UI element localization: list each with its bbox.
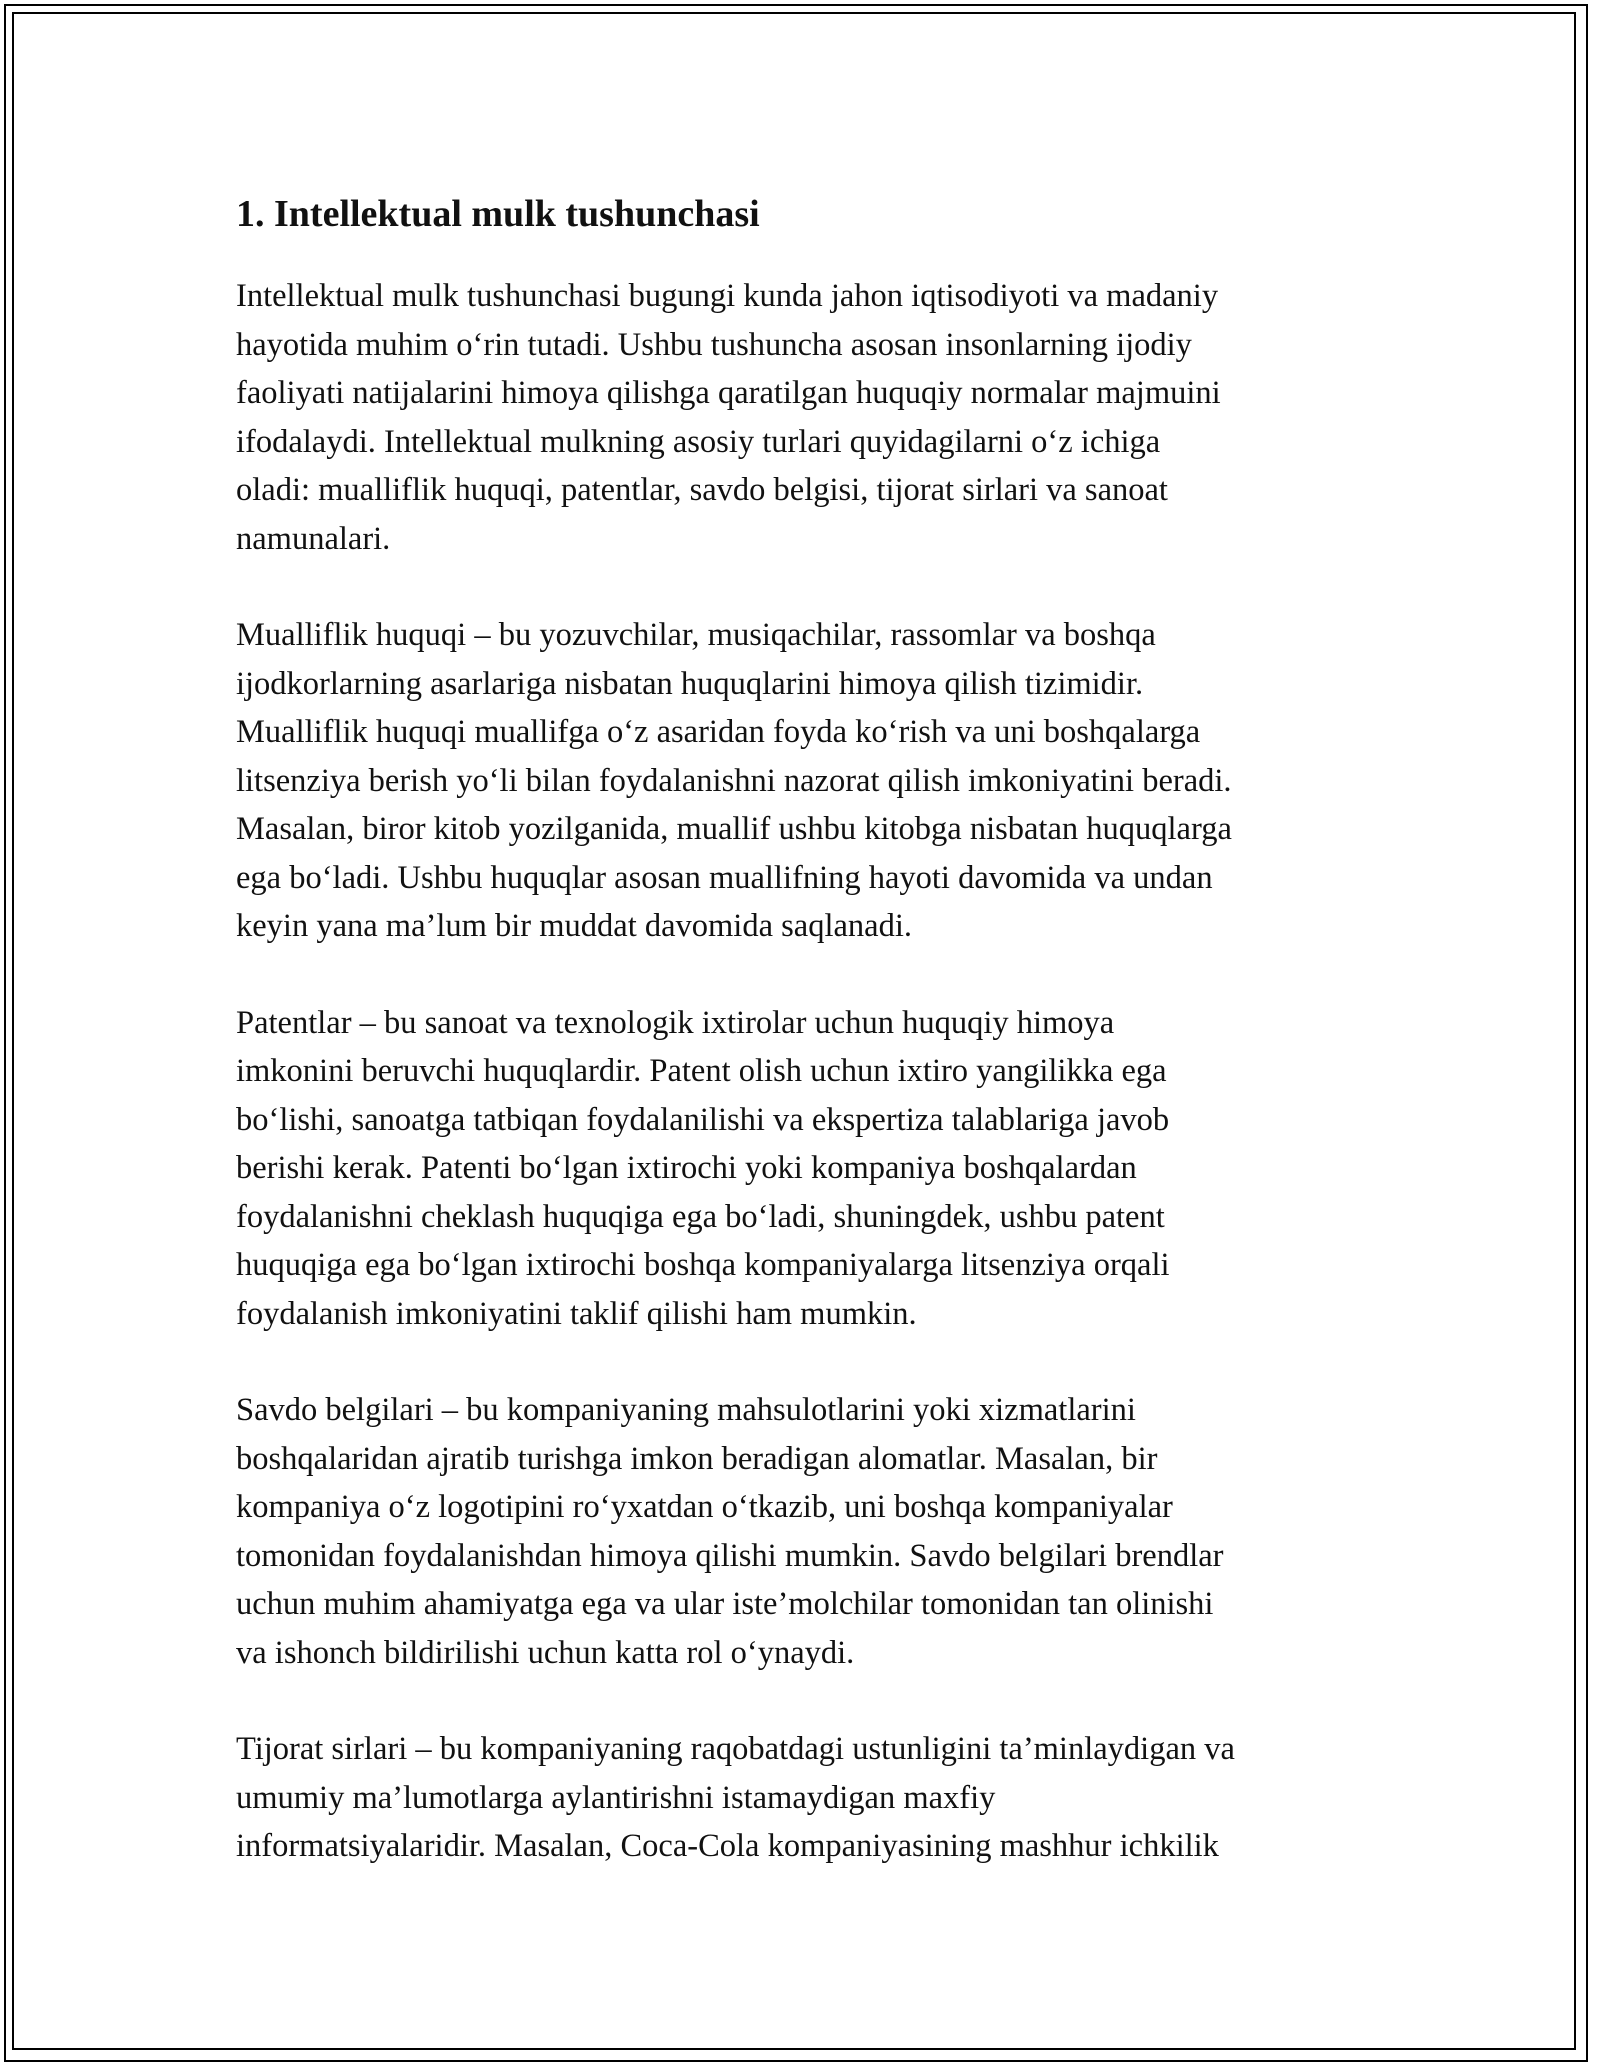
text-line: Mualliflik huquqi muallifga o‘z asaridan foyda ko‘rish va uni boshqalarga [236,714,1201,750]
text-line: oladi: mualliflik huquqi, patentlar, savdo belgisi, tijorat sirlari va sanoat [236,472,1168,508]
text-line: Masalan, biror kitob yozilganida, muallif ushbu kitobga nisbatan huquqlarga [236,811,1232,847]
text-line: Intellektual mulk tushunchasi bugungi kunda jahon iqtisodiyoti va madaniy [236,278,1219,314]
text-line: huquqiga ega bo‘lgan ixtirochi boshqa kompaniyalarga litsenziya orqali [236,1247,1170,1283]
text-line: boshqalaridan ajratib turishga imkon beradigan alomatlar. Masalan, bir [236,1440,1158,1477]
text-line: imkonini beruvchi huquqlardir. Patent olish uchun ixtiro yangilikka ega [236,1053,1167,1089]
text-line: berishi kerak. Patenti bo‘lgan ixtirochi yoki kompaniya boshqalardan [236,1150,1137,1186]
text-line: foydalanishni cheklash huquqiga ega bo‘ladi, shuningdek, ushbu patent [236,1198,1165,1235]
text-line: Savdo belgilari – bu kompaniyaning mahsulotlarini yoki xizmatlarini [236,1392,1136,1428]
paragraph-trademarks [236,1386,1386,1677]
text-line: tomonidan foydalanishdan himoya qilishi mumkin. Savdo belgilari brendlar [236,1537,1224,1574]
text-line: Patentlar – bu sanoat va texnologik ixtirolar uchun huquqiy himoya [236,1004,1115,1041]
paragraph-trade-secrets [236,1725,1386,1871]
paragraph-patents [236,999,1386,1339]
text-line: keyin yana ma’lum bir muddat davomida saqlanadi. [236,908,912,944]
paragraph-intellectual-property [236,272,1386,563]
text-line: kompaniya o‘z logotipini ro‘yxatdan o‘tkazib, uni boshqa kompaniyalar [236,1489,1173,1525]
text-line: foydalanish imkoniyatini taklif qilishi ham mumkin. [236,1295,917,1332]
text-line: bo‘lishi, sanoatga tatbiqan foydalanilishi va ekspertiza talablariga javob [236,1101,1170,1138]
text-line: umumiy ma’lumotlarga aylantirishni istamaydigan maxfiy [236,1779,996,1816]
text-line: faoliyati natijalarini himoya qilishga qaratilgan huquqiy normalar majmuini [236,375,1221,411]
text-line: ega bo‘ladi. Ushbu huquqlar asosan muallifning hayoti davomida va undan [236,859,1213,896]
text-line: ifodalaydi. Intellektual mulkning asosiy turlari quyidagilarni o‘z ichiga [236,423,1161,460]
text-line: Tijorat sirlari – bu kompaniyaning raqobatdagi ustunligini ta’minlaydigan va [236,1731,1235,1767]
text-line: hayotida muhim o‘rin tutadi. Ushbu tushuncha asosan insonlarning ijodiy [236,326,1192,363]
text-line: ijodkorlarning asarlariga nisbatan huquqlarini himoya qilish tizimidir. [236,665,1144,702]
text-line: informatsiyalaridir. Masalan, Coca-Cola kompaniyasining mashhur ichkilik [236,1828,1219,1864]
paragraph-copyright [236,611,1386,951]
document-body [236,184,1386,1919]
text-line: va ishonch bildirilishi uchun katta rol o‘ynaydi. [236,1634,855,1671]
text-line: uchun muhim ahamiyatga ega va ular iste’molchilar tomonidan tan olinishi [236,1586,1214,1622]
text-line: litsenziya berish yo‘li bilan foydalanishni nazorat qilish imkoniyatini beradi. [236,762,1232,799]
text-line: Mualliflik huquqi – bu yozuvchilar, musiqachilar, rassomlar va boshqa [236,617,1156,653]
section-heading: 1. Intellektual mulk tushunchasi [236,193,760,235]
text-line: namunalari. [236,520,391,557]
